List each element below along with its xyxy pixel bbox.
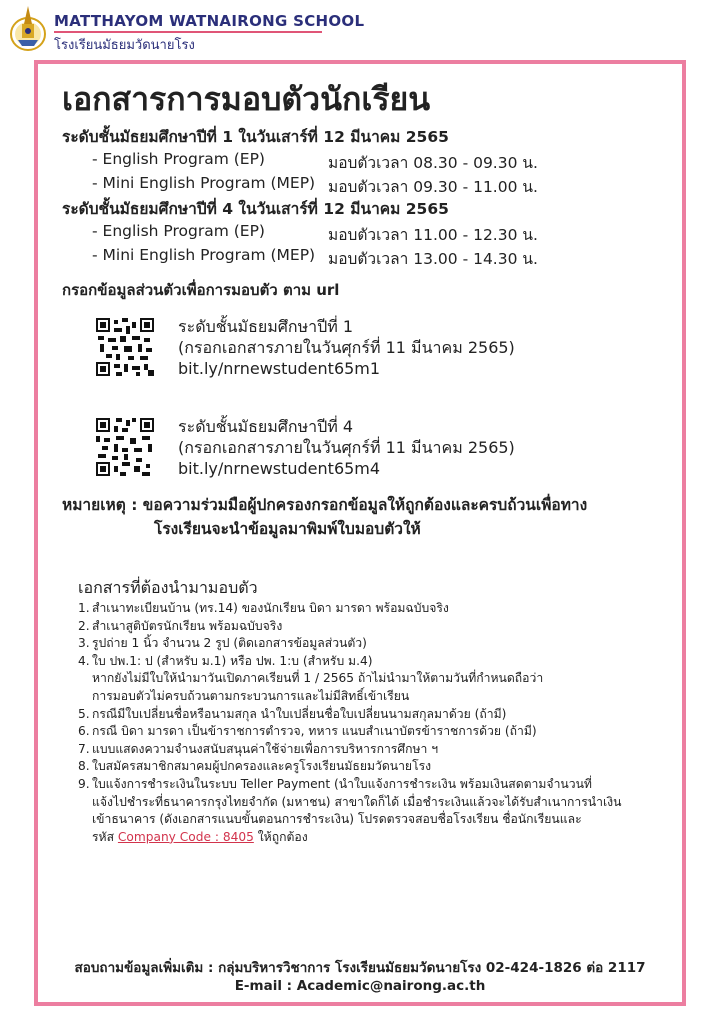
list-item — [78, 776, 668, 846]
qr-block-m4 — [178, 416, 515, 479]
note-line-1: หมายเหตุ : ขอความร่วมมือผู้ปกครองกรอกข้อมูลให้ถูกต้องและครบถ้วนเพื่อทาง — [62, 496, 588, 514]
m1-ep-program: - English Program (EP) — [92, 150, 265, 168]
list-item-text: ใบสมัครสมาชิกสมาคมผู้ปกครองและครูโรงเรียนมัธยมวัดนายโรง — [92, 759, 432, 774]
documents-heading: เอกสารที่ต้องนำมามอบตัว — [78, 578, 258, 597]
list-item — [78, 618, 668, 636]
list-item-number: 4. — [78, 653, 90, 668]
list-item-text: แจ้งไปชำระที่ธนาคารกรุงไทยจำกัด (มหาชน) สาขาใดก็ได้ เมื่อชำระเงินแล้วจะได้รับสำเนาการนำเงิน — [92, 794, 622, 809]
list-item-number: 6. — [78, 724, 90, 739]
contact-email[interactable]: E-mail : Academic@nairong.ac.th — [234, 978, 486, 994]
list-item-text: แบบแสดงความจำนงสนับสนุนค่าใช้จ่ายเพื่อการบริหารการศึกษา ฯ — [92, 741, 439, 756]
header-divider — [54, 31, 322, 33]
qr-code-icon[interactable] — [96, 318, 154, 376]
qr-m1-url[interactable]: bit.ly/nrnewstudent65m1 — [178, 359, 381, 378]
school-name-th: โรงเรียนมัธยมวัดนายโรง — [54, 38, 195, 53]
company-code-suffix: ให้ถูกต้อง — [253, 829, 308, 844]
qr-code-icon[interactable] — [96, 418, 154, 476]
list-item-text: ใบแจ้งการชำระเงินในระบบ Teller Payment (นำใบแจ้งการชำระเงิน พร้อมเงินสดตามจำนวนที่ — [92, 776, 592, 791]
list-item-text: หากยังไม่มีใบให้นำมาวันเปิดภาคเรียนที่ 1 / 2565 ถ้าไม่นำมาให้ตามวันที่กำหนดถือว่า — [92, 671, 544, 686]
qr-m1-level: ระดับชั้นมัธยมศึกษาปีที่ 1 — [178, 317, 354, 336]
company-code-link[interactable]: Company Code : 8405 — [117, 829, 254, 844]
school-logo-icon — [8, 4, 48, 52]
list-item-text: สำเนาสูติบัตรนักเรียน พร้อมฉบับจริง — [92, 618, 283, 633]
list-item-number: 9. — [78, 776, 90, 791]
qr-m4-url[interactable]: bit.ly/nrnewstudent65m4 — [178, 459, 381, 478]
school-header — [8, 4, 365, 54]
document-card — [34, 60, 686, 1006]
list-item — [78, 741, 668, 759]
list-item-text: กรณี บิดา มารดา เป็นข้าราชการตำรวจ, ทหาร แนบสำเนาบัตรข้าราชการด้วย (ถ้ามี) — [92, 724, 537, 739]
qr-m1-deadline: (กรอกเอกสารภายในวันศุกร์ที่ 11 มีนาคม 2565) — [178, 338, 515, 357]
company-code-prefix: รหัส — [92, 829, 118, 844]
list-item-number: 8. — [78, 759, 90, 774]
list-item-number: 5. — [78, 706, 90, 721]
m4-ep-time: มอบตัวเวลา 11.00 - 12.30 น. — [328, 226, 538, 244]
qr-block-m1 — [178, 316, 515, 379]
list-item — [78, 758, 668, 776]
list-item-text: รูปถ่าย 1 นิ้ว จำนวน 2 รูป (ติดเอกสารข้อมูลส่วนตัว) — [92, 636, 367, 651]
list-item-text: สำเนาทะเบียนบ้าน (ทร.14) ของนักเรียน บิดา มารดา พร้อมฉบับจริง — [92, 601, 449, 615]
qr-m4-level: ระดับชั้นมัธยมศึกษาปีที่ 4 — [178, 417, 354, 436]
m1-schedule-heading: ระดับชั้นมัธยมศึกษาปีที่ 1 ในวันเสาร์ที่ 12 มีนาคม 2565 — [62, 128, 449, 146]
list-item-number: 1. — [78, 601, 90, 615]
list-item-text: ใบ ปพ.1: ป (สำหรับ ม.1) หรือ ปพ. 1:บ (สำหรับ ม.4) — [92, 653, 373, 668]
school-name-en: MATTHAYOM WATNAIRONG SCHOOL — [54, 12, 365, 30]
documents-list — [78, 600, 668, 846]
list-item — [78, 706, 668, 724]
list-item-number: 2. — [78, 618, 90, 633]
list-item — [78, 600, 668, 618]
list-item — [78, 635, 668, 653]
note-line-2: โรงเรียนจะนำข้อมูลมาพิมพ์ใบมอบตัวให้ — [154, 520, 421, 538]
contact-info: สอบถามข้อมูลเพิ่มเติม : กลุ่มบริหารวิชาการ โรงเรียนมัธยมวัดนายโรง 02-424-1826 ต่อ 2117 — [74, 960, 646, 976]
page-title: เอกสารการมอบตัวนักเรียน — [62, 80, 431, 118]
list-item — [78, 653, 668, 706]
m4-schedule-heading: ระดับชั้นมัธยมศึกษาปีที่ 4 ในวันเสาร์ที่ 12 มีนาคม 2565 — [62, 200, 449, 218]
m1-ep-time: มอบตัวเวลา 08.30 - 09.30 น. — [328, 154, 538, 172]
list-item-text: กรณีมีใบเปลี่ยนชื่อหรือนามสกุล นำใบเปลี่ยนชื่อใบเปลี่ยนนามสกุลมาด้วย (ถ้ามี) — [92, 706, 507, 721]
company-code-line — [92, 829, 668, 847]
m4-mep-program: - Mini English Program (MEP) — [92, 246, 316, 264]
list-item-text: เข้าธนาคาร (ดังเอกสารแนบขั้นตอนการชำระเงิน) โปรดตรวจสอบชื่อโรงเรียน ชื่อนักเรียนและ — [92, 812, 582, 827]
m1-mep-program: - Mini English Program (MEP) — [92, 174, 316, 192]
m4-ep-program: - English Program (EP) — [92, 222, 265, 240]
list-item — [78, 723, 668, 741]
qr-m4-deadline: (กรอกเอกสารภายในวันศุกร์ที่ 11 มีนาคม 2565) — [178, 438, 515, 457]
m1-mep-time: มอบตัวเวลา 09.30 - 11.00 น. — [328, 178, 538, 196]
list-item-number: 3. — [78, 636, 90, 651]
list-item-number: 7. — [78, 741, 90, 756]
form-heading: กรอกข้อมูลส่วนตัวเพื่อการมอบตัว ตาม url — [62, 281, 340, 299]
m4-mep-time: มอบตัวเวลา 13.00 - 14.30 น. — [328, 250, 538, 268]
list-item-text: การมอบตัวไม่ครบถ้วนตามกระบวนการและไม่มีสิทธิ์เข้าเรียน — [92, 688, 410, 703]
